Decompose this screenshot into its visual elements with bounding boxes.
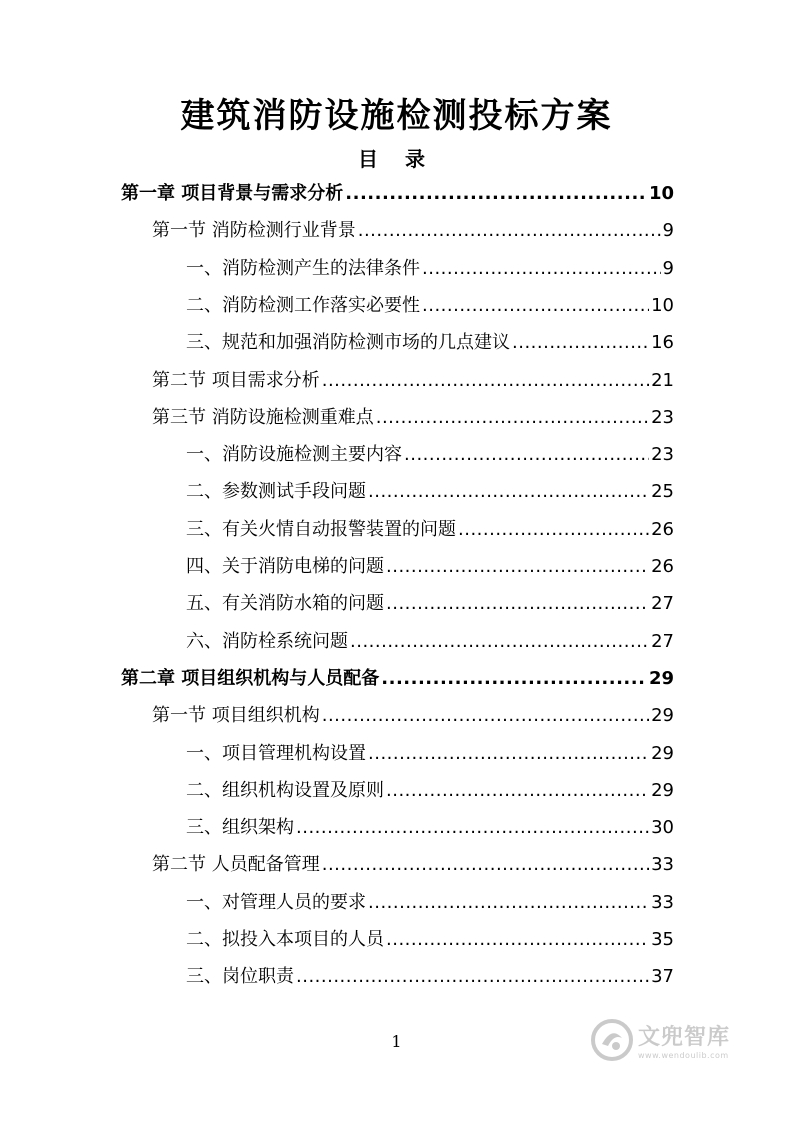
toc-leader-dots (376, 406, 649, 430)
toc-heading: 目 录 (358, 147, 435, 171)
toc-entry-page: 16 (651, 332, 674, 353)
toc-entry-label: 一、消防检测产生的法律条件 (186, 258, 420, 279)
toc-entry-label: 第一节 项目组织机构 (152, 705, 320, 726)
toc-leader-dots (404, 443, 649, 467)
toc-leader-dots (512, 331, 649, 355)
toc-leader-dots (322, 369, 649, 393)
toc-entry[interactable] (186, 742, 674, 766)
toc-entry[interactable] (152, 853, 674, 877)
toc-leader-dots (322, 853, 649, 877)
toc-entry-label: 二、拟投入本项目的人员 (186, 929, 384, 950)
toc-leader-dots (358, 219, 661, 243)
toc-entry-label: 三、规范和加强消防检测市场的几点建议 (186, 332, 510, 353)
toc-entry-page: 37 (651, 966, 674, 987)
toc-leader-dots (386, 928, 649, 952)
toc-entry-label: 三、岗位职责 (186, 966, 294, 987)
toc-entry-page: 33 (651, 854, 674, 875)
toc-entry-label: 第一章 项目背景与需求分析 (121, 183, 344, 204)
wendou-logo-icon (590, 1018, 634, 1062)
toc-leader-dots (368, 742, 649, 766)
toc-entry-label: 三、有关火情自动报警装置的问题 (186, 519, 456, 540)
toc-entry[interactable] (152, 704, 674, 728)
toc-leader-dots (296, 816, 649, 840)
toc-leader-dots (422, 257, 661, 281)
toc-entry[interactable] (186, 443, 674, 467)
toc-entry-page: 29 (651, 705, 674, 726)
page-number: 1 (391, 1032, 402, 1051)
toc-entry-page: 9 (662, 258, 674, 279)
toc-entry[interactable] (186, 518, 674, 542)
toc-entry-page: 25 (651, 481, 674, 502)
toc-entry-label: 二、组织机构设置及原则 (186, 780, 384, 801)
toc-entry-label: 二、消防检测工作落实必要性 (186, 295, 420, 316)
toc-entry-page: 10 (648, 183, 674, 204)
toc-entry-label: 一、项目管理机构设置 (186, 743, 366, 764)
toc-leader-dots (296, 965, 649, 989)
toc-entry-page: 35 (651, 929, 674, 950)
toc-entry-label: 二、参数测试手段问题 (186, 481, 366, 502)
toc-entry-label: 第二章 项目组织机构与人员配备 (121, 668, 380, 689)
toc-entry[interactable] (186, 816, 674, 840)
toc-entry[interactable] (186, 965, 674, 989)
toc-entry[interactable] (186, 555, 674, 579)
toc-entry-page: 23 (651, 407, 674, 428)
watermark-name: 文兜智库 (638, 1025, 731, 1050)
toc-leader-dots (368, 480, 649, 504)
toc-entry-page: 9 (662, 220, 674, 241)
toc-leader-dots (386, 779, 649, 803)
toc-entry-label: 五、有关消防水箱的问题 (186, 593, 384, 614)
toc-entry[interactable] (186, 257, 674, 281)
toc-leader-dots (322, 704, 649, 728)
toc-entry-page: 30 (651, 817, 674, 838)
toc-entry[interactable] (152, 406, 674, 430)
toc-entry[interactable] (186, 294, 674, 318)
toc-entry[interactable] (152, 219, 674, 243)
toc-entry-label: 第二节 人员配备管理 (152, 854, 320, 875)
toc-entry-page: 27 (651, 631, 674, 652)
toc-entry-page: 29 (651, 780, 674, 801)
toc-entry[interactable] (186, 331, 674, 355)
toc-entry[interactable] (186, 630, 674, 654)
toc-leader-dots (350, 630, 649, 654)
toc-entry-label: 四、关于消防电梯的问题 (186, 556, 384, 577)
toc-entry[interactable] (186, 928, 674, 952)
watermark (590, 1018, 730, 1062)
toc-entry-label: 第三节 消防设施检测重难点 (152, 407, 374, 428)
toc-entry[interactable] (152, 369, 674, 393)
watermark-url: www.wendoulib.com (638, 1051, 729, 1060)
toc-entry-page: 33 (651, 892, 674, 913)
toc-entry-page: 23 (651, 444, 674, 465)
toc-entry[interactable] (186, 592, 674, 616)
toc-leader-dots (368, 891, 649, 915)
toc-entry-page: 29 (648, 668, 674, 689)
toc-entry-page: 26 (651, 519, 674, 540)
toc-entry-label: 一、对管理人员的要求 (186, 892, 366, 913)
toc-entry-label: 六、消防栓系统问题 (186, 631, 348, 652)
toc-entry-page: 10 (651, 295, 674, 316)
toc-entry[interactable] (186, 480, 674, 504)
toc-entry-label: 第二节 项目需求分析 (152, 370, 320, 391)
toc-leader-dots (458, 518, 649, 542)
toc-leader-dots (345, 182, 647, 206)
document-title: 建筑消防设施检测投标方案 (180, 96, 613, 136)
toc-entry[interactable] (186, 779, 674, 803)
toc-entry[interactable] (121, 182, 674, 206)
toc-entry-page: 29 (651, 743, 674, 764)
toc-leader-dots (381, 667, 647, 691)
toc-entry-page: 26 (651, 556, 674, 577)
toc-entry-label: 三、组织架构 (186, 817, 294, 838)
toc-entry-label: 第一节 消防检测行业背景 (152, 220, 356, 241)
toc-entry[interactable] (121, 667, 674, 691)
toc-entry-page: 27 (651, 593, 674, 614)
toc-entry[interactable] (186, 891, 674, 915)
toc-leader-dots (386, 555, 649, 579)
toc-entry-page: 21 (651, 370, 674, 391)
toc-entry-label: 一、消防设施检测主要内容 (186, 444, 402, 465)
toc-leader-dots (386, 592, 649, 616)
toc-leader-dots (422, 294, 649, 318)
